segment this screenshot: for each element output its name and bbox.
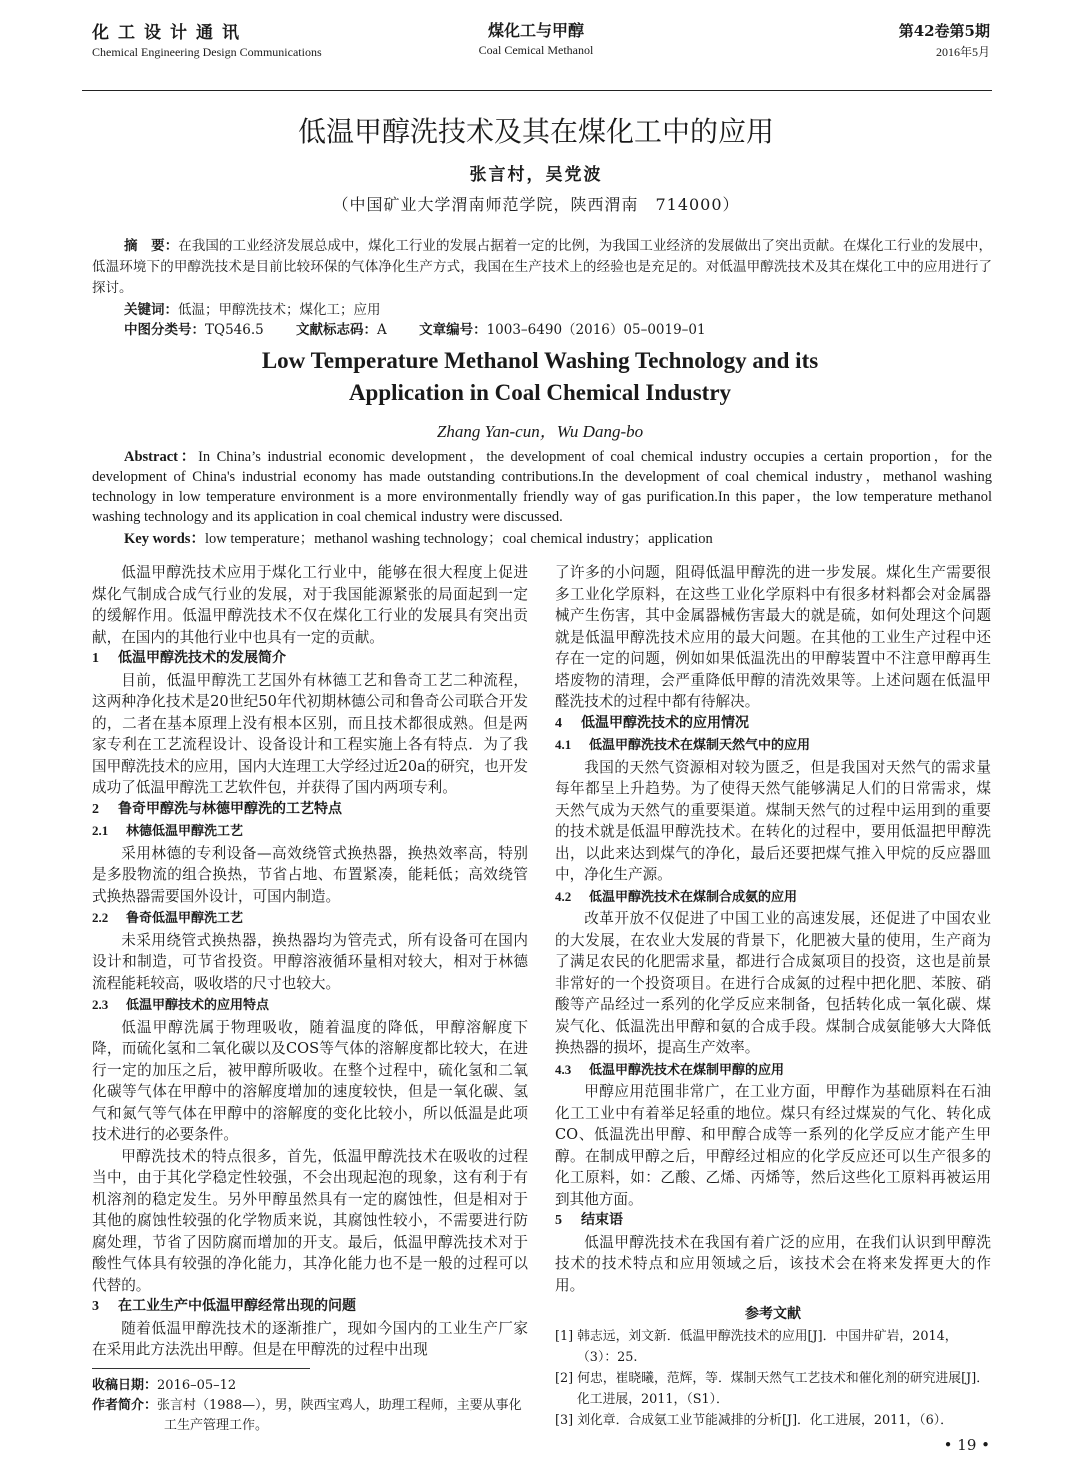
section-number: 5: [555, 1213, 562, 1228]
section-title: 低温甲醇洗技术的应用情况: [581, 714, 749, 731]
paragraph: 低温甲醇洗属于物理吸收，随着温度的降低，甲醇溶解度下降，而硫化氢和二氧化碳以及COS等气体的溶解度都比较大，在进行一定的加压之后，被甲醇所吸收。在整个过程中，硫化氢和二氧化碳等气体在甲醇中的溶解度增加的速度较快，但是一氧化碳、氢气和氮气等气体在甲醇中的溶解度的变化比较小，所以低温是此项技术进行的必要条件。: [92, 1018, 528, 1143]
paragraph: 采用林德的专利设备—高效绕管式换热器，换热效率高，特别是多股物流的组合换热，节省占地、布置紧凑，能耗低；高效绕管式换热器需要国外设计，可国内制造。: [92, 844, 528, 905]
abstract-en-text: In China’s industrial economic development，the development of coal chemical industry occupies a certain proportion，for the development of China's industrial economy has made outstanding contributions.In the development of coal chemical industry，methanol washing technology in low temperature environment is a more environmentally friendly way of gas purification.In this paper，the low temperature methanol washing technology and its application in coal chemical industry were discussed.: [92, 449, 992, 525]
section-2-3-heading: [92, 994, 528, 1017]
intro-paragraph: 低温甲醇洗技术应用于煤化工行业中，能够在很大程度上促进煤化气制成合成气行业的发展，对于我国能源紧张的局面起到一定的缓解作用。低温甲醇洗技术不仅在煤化工行业的发展具有突出贡献，在国内的其他行业中也具有一定的贡献。: [92, 564, 528, 646]
paragraph: 目前，低温甲醇洗工艺国外有林德工艺和鲁奇工艺二种流程，这两种净化技术是20世纪50年代初期林德公司和鲁奇公司联合开发的，二者在基本原理上没有根本区别，而且技术都很成熟。但是两家专利在工艺流程设计、设备设计和工程实施上各有特点．为了我国甲醇洗技术的应用，国内大连理工大学经过近20a的研究，也开发成功了低温甲醇洗工艺软件包，并获得了国内两项专利。: [92, 671, 528, 796]
paragraph: 随着低温甲醇洗技术的逐渐推广，现如今国内的工业生产厂家在采用此方法洗出甲醇。但是在甲醇洗的过程中出现: [92, 1319, 528, 1358]
section-title: 在工业生产中低温甲醇经常出现的问题: [118, 1298, 356, 1314]
received-label: 收稿日期：: [92, 1378, 158, 1393]
paragraph: 甲醇洗技术的特点很多，首先，低温甲醇洗技术在吸收的过程当中，由于其化学稳定性较强，不会出现起泡的现象，这有利于有机溶剂的稳定发生。另外甲醇虽然具有一定的腐蚀性，但是相对于其他的腐蚀性较强的化学物质来说，其腐蚀性较小，不需要进行防腐处理，节省了因防腐而增加的开支。最后，低温甲醇洗技术对于酸性气体具有较强的净化能力，其净化能力也不是一般的过程可以代替的。: [92, 1147, 528, 1294]
section-number: 2.2: [92, 910, 109, 925]
english-title-line2: Application in Coal Chemical Industry: [348, 380, 732, 405]
footnote: [92, 1376, 532, 1436]
keywords-en-text: low temperature；methanol washing technology；coal chemical industry；application: [204, 531, 713, 547]
doc-code-value: A: [377, 322, 387, 338]
left-column: [92, 562, 528, 1361]
classification-line: [124, 318, 706, 338]
section-3-heading: [92, 1296, 528, 1318]
paragraph: 改革开放不仅促进了中国工业的高速发展，还促进了中国农业的大发展，在农业大发展的背景下，化肥被大量的使用，生产商为了满足农民的化肥需求量，都进行合成氮项目的投资，这也是前景非常好的一个投资项目。在进行合成氮的过程中把化肥、苯胺、硝酸等产品经过一系列的化学反应来制备，包括转化成一氧化碳、煤炭气化、低温洗出甲醇和氨的合成手段。煤制合成氨能够大大降低换热器的损坏，提高生产效率。: [555, 910, 991, 1056]
english-title: [0, 345, 1072, 409]
author-bio: [92, 1396, 532, 1436]
section-number: 4.1: [555, 737, 572, 752]
paragraph: 未采用绕管式换热器，换热器均为管壳式，所有设备可在国内设计和制造，可节省投资。甲醇溶液循环量相对较大，相对于林德流程能耗较高，吸收塔的尺寸也较大。: [92, 931, 528, 992]
abstract-label: 摘 要：: [124, 238, 179, 254]
journal-header: [92, 18, 322, 60]
authors: 张言村，吴党波: [469, 165, 603, 185]
abstract-en: [92, 447, 992, 527]
section-number: 1: [92, 651, 99, 666]
footnote-rule: [92, 1368, 310, 1369]
clc-label: 中图分类号：: [124, 322, 205, 338]
paragraph: 我国的天然气资源相对较为匮乏，但是我国对天然气的需求量每年都呈上升趋势。为了使得天然气能够满足人们的日常需求，煤天然气成为天然气的重要渠道。煤制天然气的过程中运用到的重要的技术就是低温甲醇洗技术。在转化的过程中，要用低温把甲醇洗出，以此来达到煤气的净化，最后还要把煤气推入甲烷的反应器皿中，净化生产源。: [555, 758, 991, 883]
keywords-en: [124, 527, 713, 548]
section-title: 结束语: [581, 1212, 623, 1228]
section-number: 2.1: [92, 823, 109, 838]
section-header: [436, 18, 636, 58]
bio-text: 张言村（1988—），男，陕西宝鸡人，助理工程师，主要从事化工生产管理工作。: [157, 1398, 522, 1433]
header-rule: [82, 90, 992, 91]
page-number: • 19 •: [943, 1436, 990, 1454]
reference-item: [3] 刘化章．合成氨工业节能减排的分析[J]．化工进展，2011，（6）．: [555, 1412, 953, 1428]
paragraph: 低温甲醇洗技术在我国有着广泛的应用，在我们认识到甲醇洗技术的技术特点和应用领域之后，该技术会在将来发挥更大的作用。: [555, 1233, 991, 1294]
clc-value: TQ546.5: [205, 322, 264, 338]
abstract-en-label: Abstract：: [124, 449, 199, 465]
issue-date: 2016年5月: [935, 45, 990, 59]
section-4-2-heading: [555, 886, 991, 909]
section-title: 低温甲醇洗技术在煤制甲醇的应用: [589, 1062, 785, 1078]
affiliation: （中国矿业大学渭南师范学院，陕西渭南 714000）: [332, 195, 740, 214]
section-title: 低温甲醇技术的应用特点: [126, 998, 270, 1013]
section-name-cn: 煤化工与甲醇: [487, 21, 584, 40]
paper-title: 低温甲醇洗技术及其在煤化工中的应用: [297, 115, 774, 148]
keywords-cn: [124, 298, 381, 318]
section-4-3-heading: [555, 1059, 991, 1082]
english-authors: Zhang Yan-cun，Wu Dang-bo: [436, 422, 644, 441]
keywords-label: 关键词：: [124, 302, 178, 318]
section-number: 2.3: [92, 997, 109, 1012]
article-no-label: 文章编号：: [419, 322, 487, 338]
article-no-value: 1003–6490（2016）05–0019–01: [486, 322, 706, 338]
section-2-heading: [92, 799, 528, 821]
section-4-heading: [555, 713, 991, 735]
journal-name-cn: 化工设计通讯: [92, 23, 248, 43]
section-name-en: Coal Cemical Methanol: [478, 43, 594, 57]
section-2-1-heading: [92, 820, 528, 843]
section-5-heading: [555, 1210, 991, 1232]
references-heading: 参考文献: [745, 1306, 801, 1322]
keywords-en-label: Key words：: [124, 531, 205, 547]
section-title: 鲁奇甲醇洗与林德甲醇洗的工艺特点: [118, 800, 342, 817]
abstract-cn: [92, 236, 992, 299]
english-title-line1: Low Temperature Methanol Washing Technology and its: [261, 348, 819, 373]
section-title: 林德低温甲醇洗工艺: [126, 824, 244, 839]
keywords-text: 低温；甲醇洗技术；煤化工；应用: [178, 302, 381, 318]
section-number: 4.3: [555, 1061, 572, 1077]
abstract-text: 在我国的工业经济发展总成中，煤化工行业的发展占据着一定的比例，为我国工业经济的发展做出了突出贡献。在煤化工行业的发展中，低温环境下的甲醇洗技术是目前比较环保的气体净化生产方式，我国在生产技术上的经验也是充足的。对低温甲醇洗技术及其在煤化工中的应用进行了探讨。: [92, 238, 993, 296]
paragraph: 甲醇应用范围非常广，在工业方面，甲醇作为基础原料在石油化工工业中有着举足轻重的地位。煤只有经过煤炭的气化、转化成CO、低温洗出甲醇、和甲醇合成等一系列的化学反应才能产生甲醇。在制成甲醇之后，甲醇经过相应的化学反应还可以生产很多的化工原料，如：乙酸、乙烯、丙烯等，然后这些化工原料再被运用到其他方面。: [555, 1083, 991, 1208]
journal-name-en: Chemical Engineering Design Communications: [92, 45, 322, 59]
section-number: 2: [92, 801, 99, 817]
right-column: [555, 562, 991, 1431]
bio-label: 作者简介：: [92, 1398, 158, 1413]
doc-code-label: 文献标志码：: [296, 322, 378, 338]
received-value: 2016–05–12: [157, 1378, 237, 1393]
issue-header: [899, 20, 990, 60]
section-title: 低温甲醇洗技术在煤制天然气中的应用: [589, 738, 811, 753]
section-number: 3: [92, 1299, 99, 1314]
volume-issue: 第42卷第5期: [898, 22, 990, 40]
section-1-heading: [92, 648, 528, 670]
section-number: 4.2: [555, 888, 572, 904]
section-4-1-heading: [555, 734, 991, 757]
section-title: 鲁奇低温甲醇洗工艺: [126, 911, 244, 926]
reference-item: [2] 何忠，崔晓曦，范辉，等．煤制天然气工艺技术和催化剂的研究进展[J]．化工进展，2011，（S1）．: [555, 1370, 990, 1407]
section-title: 低温甲醇洗技术在煤制合成氨的应用: [589, 889, 798, 905]
section-number: 4: [555, 715, 562, 731]
received-date: [92, 1376, 532, 1396]
paragraph-continued: 了许多的小问题，阻碍低温甲醇洗的进一步发展。煤化生产需要很多工业化学原料，在这些工业化学原料中有很多材料都会对金属器械产生伤害，其中金属器械伤害最大的就是硫，如何处理这个问题就是低温甲醇洗技术应用的最大问题。在其他的工业生产过程中还存在一定的问题，例如如果低温洗出的甲醇装置中不注意甲醇再生塔废物的清理，会严重降低甲醇的清洗效果等。上述问题在低温甲醛洗技术的过程中都有待解决。: [555, 564, 991, 710]
section-2-2-heading: [92, 907, 528, 930]
reference-item: [1] 韩志远，刘文新．低温甲醇洗技术的应用[J]．中国井矿岩，2014，（3）：25.: [555, 1328, 958, 1365]
section-title: 低温甲醇洗技术的发展简介: [118, 650, 286, 666]
